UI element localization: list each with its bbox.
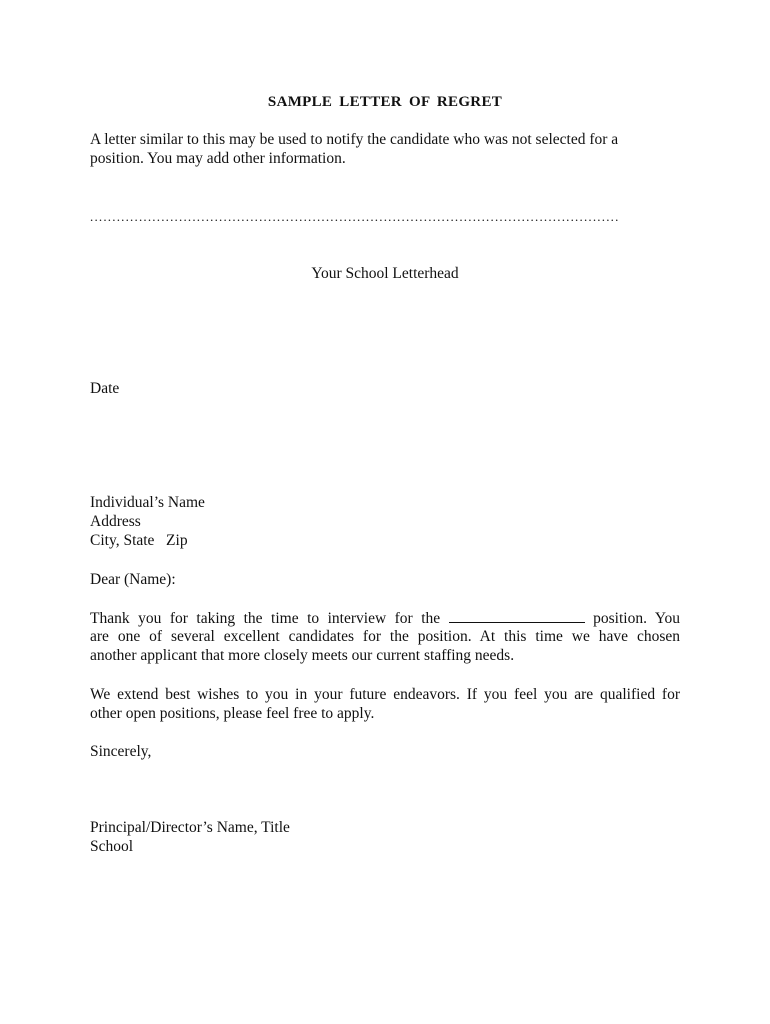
signer-name-title: Principal/Director’s Name, Title [90, 819, 290, 836]
dotted-separator: ....................................................................................................................... [90, 209, 620, 224]
body-paragraph-2 [90, 685, 680, 723]
paragraph-line: another applicant that more closely meets our current staffing needs. [90, 647, 515, 664]
intro-text [90, 130, 690, 168]
signature-block [90, 818, 290, 856]
paragraph-text: position. You [593, 610, 681, 627]
paragraph-line: other open positions, please feel free to apply. [90, 705, 375, 722]
school-letterhead: Your School Letterhead [311, 265, 459, 282]
paragraph-line: are one of several excellent candidates for the position. At this time we have chosen [90, 628, 680, 645]
letter-date: Date [90, 380, 120, 397]
intro-line: A letter similar to this may be used to notify the candidate who was not selected for a [90, 131, 619, 148]
salutation: Dear (Name): [90, 571, 176, 588]
recipient-city-state-zip: City, State Zip [90, 532, 188, 549]
letter-title: SAMPLE LETTER OF REGRET [267, 94, 503, 110]
closing: Sincerely, [90, 743, 152, 760]
paragraph-line: We extend best wishes to you in your future endeavors. If you feel you are qualified for [90, 686, 680, 703]
recipient-street: Address [90, 513, 141, 530]
recipient-name: Individual’s Name [90, 494, 205, 511]
intro-line: position. You may add other information. [90, 150, 346, 167]
paragraph-text: Thank you for taking the time to interview for the [90, 610, 441, 627]
signer-school: School [90, 838, 134, 855]
paragraph-line [90, 608, 680, 627]
body-paragraph-1 [90, 608, 680, 665]
position-blank [449, 608, 585, 623]
recipient-address [90, 493, 205, 550]
